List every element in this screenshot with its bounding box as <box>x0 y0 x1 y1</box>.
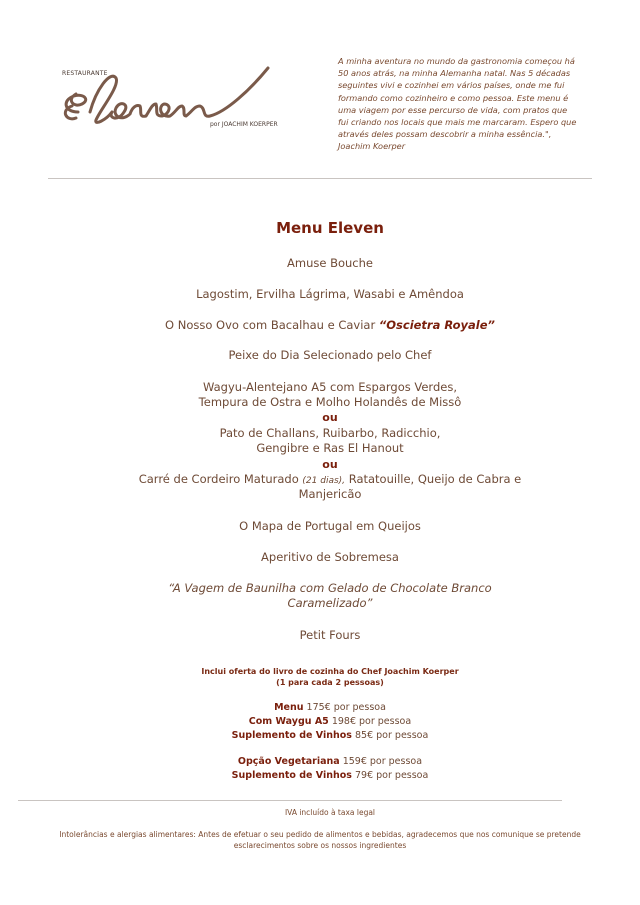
price-vegetarian-wine-label: Suplemento de Vinhos <box>231 770 352 781</box>
dish-ovo-text: O Nosso Ovo com Bacalhau e Caviar <box>165 318 379 332</box>
dish-mapa-queijos: O Mapa de Portugal em Queijos <box>239 519 421 533</box>
menu-title: Menu Eleven <box>276 219 384 237</box>
vat-note: IVA incluído à taxa legal <box>284 808 376 817</box>
price-wagyu-value: 198€ por pessoa <box>328 716 412 727</box>
restaurant-logo <box>60 60 290 135</box>
logo-kicker: RESTAURANTE <box>62 70 108 77</box>
price-wine-label: Suplemento de Vinhos <box>231 730 352 741</box>
dish-carre-suffix: Ratatouille, Queijo de Cabra e <box>345 472 522 486</box>
offer-line-1: Inclui oferta do livro de cozinha do Chef Joachim Koerper <box>201 667 459 676</box>
logo-byline: por JOACHIM KOERPER <box>210 121 278 128</box>
dish-vagem-line-1: “A Vagem de Baunilha com Gelado de Chocolate Branco <box>168 581 492 595</box>
price-vegetarian-label: Opção Vegetariana <box>237 756 340 767</box>
chef-quote: A minha aventura no mundo da gastronomia começou há 50 anos atrás, na minha Alemanha natal. Nas 5 décadas seguintes vivi e cozinhei em vários países, onde me fui formando como cozinheiro e como pessoa. Este menu é uma viagem por esse percurso de vida, com pratos que fui criando nos locais que mais me marcaram. Espero que através deles possam descobrir a minha essência.", Joachim Koerper <box>338 56 577 152</box>
dish-ovo <box>0 318 640 333</box>
header-divider <box>48 178 592 179</box>
dish-peixe: Peixe do Dia Selecionado pelo Chef <box>228 348 432 362</box>
dish-wagyu-line-1: Wagyu-Alentejano A5 com Espargos Verdes, <box>203 380 457 394</box>
price-wine <box>0 729 640 742</box>
price-vegetarian <box>0 755 640 768</box>
price-menu <box>0 701 640 714</box>
footer-divider <box>18 800 562 801</box>
dish-amuse-bouche: Amuse Bouche <box>287 256 373 270</box>
price-vegetarian-wine-value: 79€ por pessoa <box>351 770 429 781</box>
dish-pato-line-2: Gengibre e Ras El Hanout <box>256 441 404 455</box>
dish-lagostim: Lagostim, Ervilha Lágrima, Wasabi e Amêndoa <box>196 287 464 301</box>
price-menu-label: Menu <box>274 702 304 713</box>
price-wagyu <box>0 715 640 728</box>
offer-line-2: (1 para cada 2 pessoas) <box>276 678 384 687</box>
price-vegetarian-value: 159€ por pessoa <box>339 756 423 767</box>
dish-petit-fours: Petit Fours <box>299 628 361 642</box>
dish-carre-text: Carré de Cordeiro Maturado <box>138 472 303 486</box>
or-separator-1: ou <box>322 411 338 424</box>
price-menu-value: 175€ por pessoa <box>303 702 386 713</box>
dish-carre-line-2: Manjericão <box>298 487 362 501</box>
dish-wagyu-line-2: Tempura de Ostra e Molho Holandês de Missô <box>198 395 462 409</box>
dish-aperitivo: Aperitivo de Sobremesa <box>261 550 399 564</box>
price-vegetarian-wine <box>0 769 640 782</box>
price-wagyu-label: Com Waygu A5 <box>248 716 329 727</box>
allergy-note-line-2: esclarecimentos sobre os nossos ingredientes <box>233 841 407 850</box>
dish-pato-line-1: Pato de Challans, Ruibarbo, Radicchio, <box>219 426 441 440</box>
allergy-note-line-1: Intolerâncias e alergias alimentares: Antes de efetuar o seu pedido de alimentos e bebidas, agradecemos que nos comunique se pretende <box>59 830 581 839</box>
price-wine-value: 85€ por pessoa <box>351 730 429 741</box>
dish-carre-days: (21 dias), <box>302 476 346 486</box>
dish-ovo-highlight: “Oscietra Royale” <box>378 318 495 332</box>
or-separator-2: ou <box>322 458 338 471</box>
dish-vagem-line-2: Caramelizado” <box>287 596 373 610</box>
